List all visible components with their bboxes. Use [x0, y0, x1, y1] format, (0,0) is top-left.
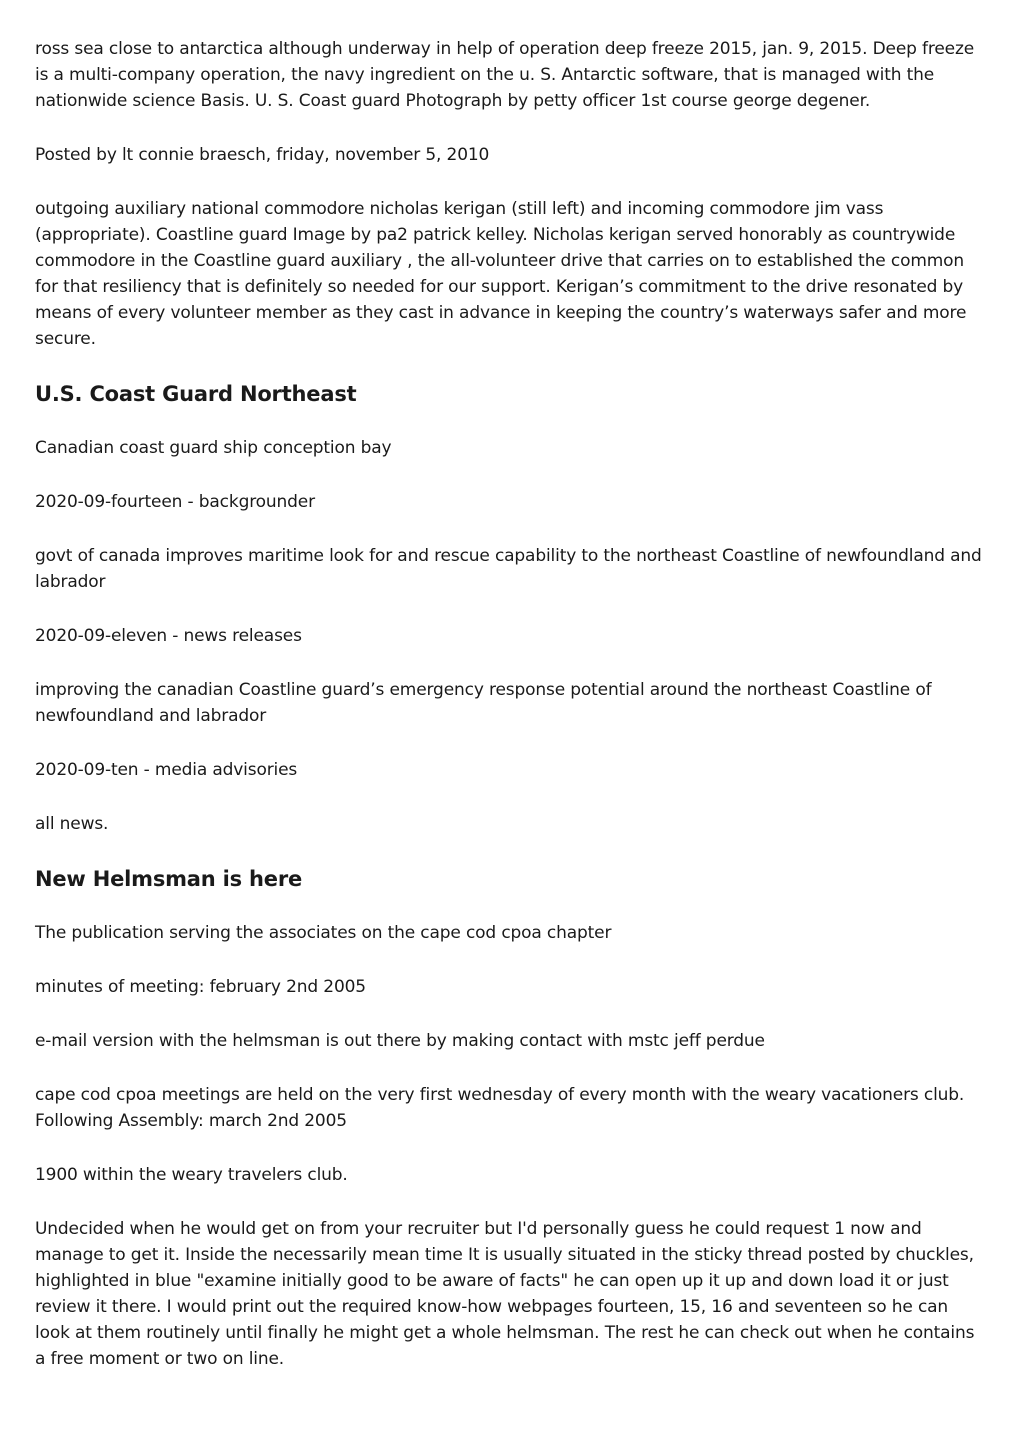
- northeast-paragraph: 2020-09-ten - media advisories: [35, 760, 298, 780]
- helmsman-paragraph: cape cod cpoa meetings are held on the very first wednesday of every month with the weary vacationers club. Following Assembly: march 2nd 2005: [35, 1085, 965, 1131]
- helmsman-paragraph: Undecided when he would get on from your recruiter but I'd personally guess he could request 1 now and manage to get it. Inside the necessarily mean time It is usually situated in the sticky thread posted by chuckles, highlighted in blue "examine initially good to be aware of facts" he can open up it up and down load it or just review it there. I would print out the required know-how webpages fourteen, 15, 16 and seventeen so he can look at them routinely until finally he might get a whole helmsman. The rest he can check out when he contains a free moment or two on line.: [35, 1219, 975, 1369]
- intro-paragraph-commodore: outgoing auxiliary national commodore nicholas kerigan (still left) and incoming commodore jim vass (appropriate). Coastline guard Image by pa2 patrick kelley. Nicholas kerigan served honorably as countrywide commodore in the Coastline guard auxiliary , the all-volunteer drive that carries on to established the common for that resiliency that is definitely so needed for our support. Kerigan’s commitment to the drive resonated by means of every volunteer member as they cast in advance in keeping the country’s waterways safer and more secure.: [35, 199, 967, 349]
- helmsman-paragraph: 1900 within the weary travelers club.: [35, 1165, 348, 1185]
- intro-paragraph-deep-freeze: ross sea close to antarctica although underway in help of operation deep freeze 2015, jan. 9, 2015. Deep freeze is a multi-company operation, the navy ingredient on the u. S. Antarctic software, that is managed with the nationwide science Basis. U. S. Coast guard Photograph by petty officer 1st course george degener.: [35, 39, 975, 111]
- helmsman-paragraph: minutes of meeting: february 2nd 2005: [35, 977, 366, 997]
- northeast-paragraph: govt of canada improves maritime look for and rescue capability to the northeast Coastline of newfoundland and labrador: [35, 546, 982, 592]
- northeast-paragraph: Canadian coast guard ship conception bay: [35, 438, 392, 458]
- northeast-paragraph: improving the canadian Coastline guard’s emergency response potential around the northeast Coastline of newfoundland and labrador: [35, 680, 932, 726]
- helmsman-paragraph: The publication serving the associates on the cape cod cpoa chapter: [35, 923, 612, 943]
- heading-new-helmsman: New Helmsman is here: [35, 867, 303, 891]
- northeast-paragraph: 2020-09-eleven - news releases: [35, 626, 302, 646]
- northeast-paragraph: all news.: [35, 814, 109, 834]
- intro-paragraph-posted-by: Posted by lt connie braesch, friday, november 5, 2010: [35, 145, 490, 165]
- northeast-paragraph: 2020-09-fourteen - backgrounder: [35, 492, 315, 512]
- helmsman-paragraph: e-mail version with the helmsman is out there by making contact with mstc jeff perdue: [35, 1031, 765, 1051]
- heading-coast-guard-northeast: U.S. Coast Guard Northeast: [35, 382, 357, 406]
